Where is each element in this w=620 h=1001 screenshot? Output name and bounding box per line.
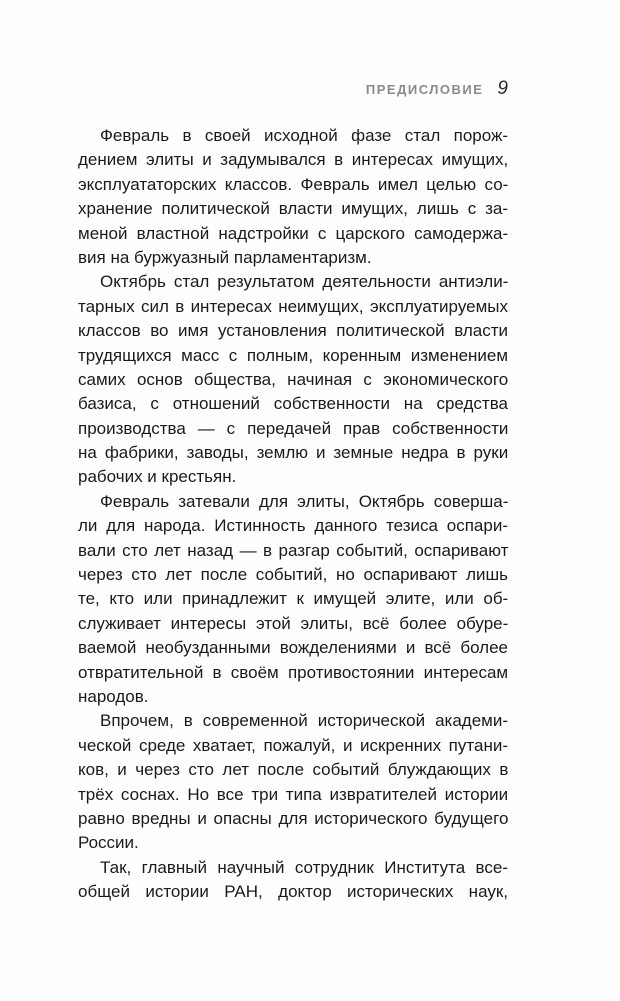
text-line: вали сто лет назад — в разгар событий, оспаривают — [78, 540, 509, 560]
text-line: трёх соснах. Но все три типа извратителей истории — [78, 784, 509, 804]
text-line: базиса, с отношений собственности на средства — [78, 394, 508, 414]
page-number: 9 — [497, 78, 508, 99]
text-line: дением элиты и задумывался в интересах имущих, — [78, 150, 509, 170]
text-line: те, кто или принадлежит к имущей элите, или об- — [78, 589, 509, 609]
text-line: хранение политической власти имущих, лишь с за- — [78, 199, 509, 219]
text-line: Февраль в своей исходной фазе стал порож- — [100, 126, 509, 145]
text-line: эксплуататорских классов. Февраль имел целью со- — [78, 174, 509, 194]
text-line: меной властной надстройки с царского самодержа- — [78, 223, 509, 243]
text-line: равно вредны и опасны для исторического будущего — [78, 808, 509, 828]
text-line: Так, главный научный сотрудник Института все- — [100, 857, 508, 877]
text-line: тарных сил в интересах неимущих, эксплуатируемых — [78, 296, 508, 316]
text-line: народов. — [78, 686, 149, 706]
text-line: ваемой необузданными вожделениями и всё более — [78, 638, 509, 658]
text-line: отвратительной в своём противостоянии интересам — [78, 662, 509, 682]
text-line: общей истории РАН, доктор исторических наук, — [78, 882, 508, 902]
text-line: служивает интересы этой элиты, всё более обуре- — [78, 613, 509, 633]
text-line: Впрочем, в современной исторической академи- — [100, 711, 509, 731]
text-line: Октябрь стал результатом деятельности антиэли- — [100, 272, 509, 292]
text-line: ли для народа. Истинность данного тезиса оспари- — [78, 516, 508, 536]
text-line: Февраль затевали для элиты, Октябрь соверша- — [100, 491, 509, 511]
text-line: самих основ общества, начиная с экономического — [78, 369, 509, 389]
text-line: классов во имя установления политической власти — [78, 321, 508, 341]
text-line: ческой среде хватает, пожалуй, и искренних путани- — [78, 735, 508, 755]
running-header — [366, 78, 508, 100]
text-line: на фабрики, заводы, землю и земные недра в руки — [78, 443, 509, 463]
text-line: через сто лет после событий, но оспаривают лишь — [78, 565, 508, 585]
text-line: трудящихся масс с полным, коренным изменением — [78, 345, 509, 365]
text-line: вия на буржуазный парламентаризм. — [78, 247, 372, 267]
text-line: России. — [78, 833, 139, 853]
text-line: рабочих и крестьян. — [78, 467, 237, 487]
text-line: ков, и через сто лет после событий блуждающих в — [78, 760, 509, 780]
body-text — [78, 124, 508, 905]
section-title: ПРЕДИСЛОВИЕ — [365, 82, 484, 97]
text-line: производства — с передачей прав собственности — [78, 418, 509, 438]
